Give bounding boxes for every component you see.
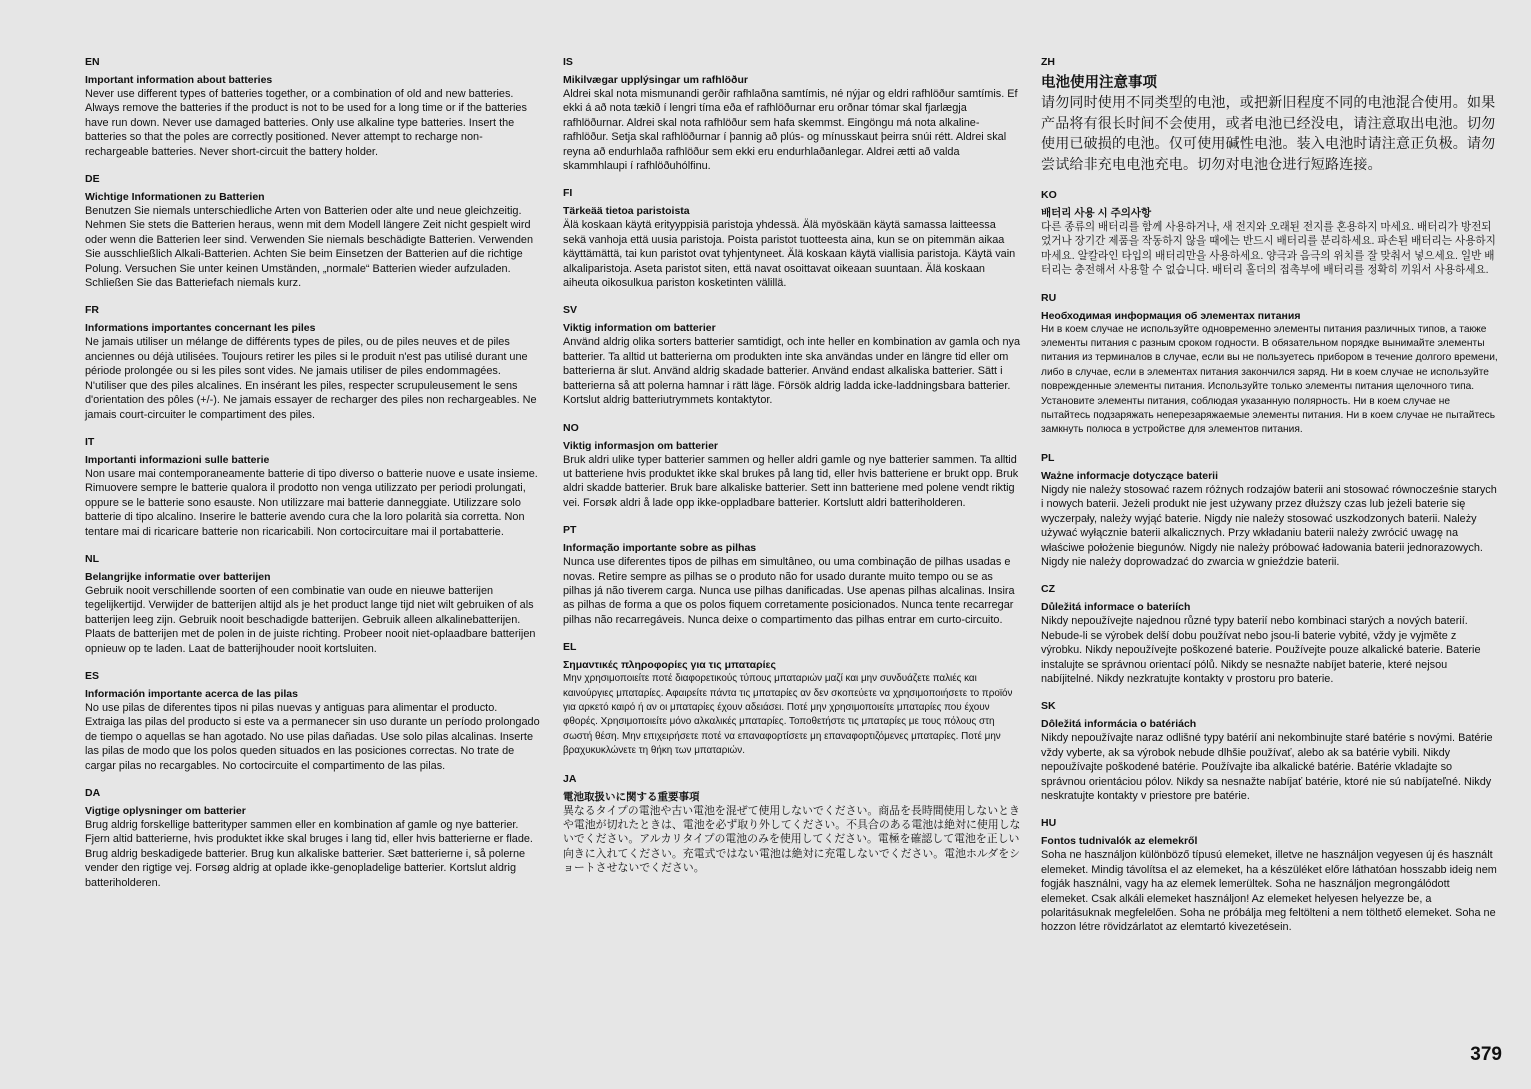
- section-fi: [563, 187, 1021, 290]
- language-code: KO: [1041, 189, 1057, 201]
- section-heading: Viktig informasjon om batterier: [563, 439, 719, 452]
- section-heading: Dôležitá informácia o batériách: [1041, 718, 1197, 731]
- language-code: SV: [563, 304, 578, 317]
- column-2: [563, 56, 1021, 890]
- section-body: Älä koskaan käytä erityyppisiä paristoja yhdessä. Älä myöskään käytä samassa laitteessa sekä vanhoja että uusia paristoja. Poista paristot tuotteesta aina, kun se on pitemmän aikaa käyttämättä, tai kun paristot ovat tyhjentyneet. Älä koskaan käytä viallisia paristoja. Käytä vain alkaliparistoja. Aseta paristot siten, että navat osoittavat oikeaan suuntaan. Älä koskaan aiheuta oikosulkua pariston kosketinten välillä.: [563, 219, 1016, 290]
- section-heading: Informations importantes concernant les piles: [85, 322, 316, 335]
- language-code: NO: [563, 421, 579, 434]
- section-heading: Vigtige oplysninger om batterier: [85, 805, 246, 817]
- section-heading: Importanti informazioni sulle batterie: [85, 453, 270, 466]
- section-body: Ни в коем случае не используйте одновременно элементы питания различных типов, а также элементы питания с разным сроком годности. В обязательном порядке вынимайте элементы питания из терминалов в случае, если вы не пользуетесь прибором в течение долгого времени, либо в случае, если в элементах питания закончился заряд. Ни в коем случае не используйте поврежденные элементы питания. Используйте только элементы питания щелочного типа. Установите элементы питания, соблюдая указанную полярность. Ни в коем случае не пытайтесь подзаряжать неперезаряжаемые элементы питания. Ни в коем случае не пытайтесь замкнуть полюса в устройстве для элементов питания.: [1041, 323, 1498, 436]
- section-heading: Viktig information om batterier: [563, 322, 716, 335]
- section-heading: Informação importante sobre as pilhas: [563, 542, 757, 555]
- section-heading: 電池取扱いに関する重要事項: [563, 790, 700, 803]
- section-body: 異なるタイプの電池や古い電池を混ぜて使用しないでください。商品を長時間使用しないときや電池が切れたときは、電池を必ず取り外してください。不具合のある電池は絶対に使用しないでください。アルカリタイプの電池のみを使用してください。電極を確認して電池を正しい向きに入れてください。充電式ではない電池は絶対に充電しないでください。電池ホルダをショートさせないでください。: [563, 804, 1021, 875]
- section-ko: [1041, 189, 1499, 278]
- section-body: 请勿同时使用不同类型的电池，或把新旧程度不同的电池混合使用。如果产品将有很长时间不会使用，或者电池已经没电，请注意取出电池。切勿使用已破损的电池。仅可使用碱性电池。装入电池时请注意正负极。请勿尝试给非充电电池充电。切勿对电池仓进行短路连接。: [1041, 95, 1496, 173]
- section-heading: Important information about batteries: [85, 74, 273, 86]
- section-heading: Ważne informacje dotyczące baterii: [1041, 469, 1218, 482]
- language-code: IS: [563, 56, 573, 68]
- section-body: 다른 종류의 배터리를 함께 사용하거나, 새 전지와 오래된 전지를 혼용하지 마세요. 배터리가 방전되었거나 장기간 제품을 작동하지 않을 때에는 반드시 배터리를 분리하세요. 파손된 배터리는 사용하지 마세요. 알칼라인 타입의 배터리만을 사용하세요. 양극과 음극의 위치를 잘 맞춰서 넣으세요. 일반 배터리는 충전해서 사용할 수 없습니다. 배터리 홀더의 접촉부에 배터리를 정확히 끼워서 사용하세요.: [1041, 221, 1496, 277]
- language-code: EN: [85, 56, 100, 68]
- language-code: JA: [563, 772, 577, 785]
- section-heading: Mikilvægar upplýsingar um rafhlöður: [563, 74, 748, 86]
- section-pl: [1041, 452, 1499, 569]
- section-heading: Необходимая информация об элементах питания: [1041, 309, 1301, 322]
- section-body: Μην χρησιμοποιείτε ποτέ διαφορετικούς τύπους μπαταριών μαζί και μην συνδυάζετε παλιές και καινούργιες μπαταρίες. Αφαιρείτε πάντα τις μπαταρίες αν δεν σκοπεύετε να χρησιμοποιήσετε το προϊόν για αρκετό καιρό ή αν οι μπαταρίες έχουν αδειάσει. Ποτέ μην χρησιμοποιείτε μπαταρίες που έχουν φθορές. Χρησιμοποιείτε μόνο αλκαλικές μπαταρίες. Τοποθετήστε τις μπαταρίες με τους πόλους στη σωστή θέση. Μην επιχειρήσετε ποτέ να επαναφορτίσετε μη επαναφορτιζόμενες μπαταρίες. Ποτέ μην βραχυκυκλώνετε τη θήκη των μπαταριών.: [563, 673, 1013, 757]
- section-body: Gebruik nooit verschillende soorten of een combinatie van oude en nieuwe batterijen tegelijkertijd. Verwijder de batterijen altijd als je het product lange tijd niet wilt gebruiken of als batterijen leeg zijn. Gebruik nooit beschadigde batterijen. Gebruik alleen alkalinebatterijen. Plaats de batterijen met de polen in de juiste richting. Probeer nooit niet-oplaadbare batterijen opnieuw op te laden. Laat de batterijhouder nooit kortsluiten.: [85, 584, 536, 655]
- language-code: CZ: [1041, 583, 1055, 596]
- section-cz: [1041, 583, 1499, 686]
- section-heading: 배터리 사용 시 주의사항: [1041, 207, 1152, 219]
- section-ja: [563, 773, 1021, 876]
- language-code: NL: [85, 552, 99, 565]
- section-hu: [1041, 817, 1499, 934]
- language-code: SK: [1041, 700, 1056, 713]
- section-body: Brug aldrig forskellige batterityper sammen eller en kombination af gamle og nye batterier. Fjern altid batterierne, hvis produktet ikke skal bruges i lang tid, eller hvis batterierne er flade. Brug aldrig beskadigede batterier. Brug kun alkaliske batterier. Sæt batterierne i, så polerne vender den rigtige vej. Forsøg aldrig at oplade ikke-genopladelige batterier. Kortslut aldrig batteriholderen.: [85, 819, 533, 889]
- language-code: PT: [563, 524, 577, 537]
- section-body: Använd aldrig olika sorters batterier samtidigt, och inte heller en kombination av gamla och nya batterier. Ta alltid ut batterierna om produkten inte ska användas under en längre tid eller om batterierna är slut. Använd aldrig skadade batterier. Använd endast alkaliska batterier. Sätt i batterierna så att polerna hamnar i rätt läge. Försök aldrig ladda icke-laddningsbara batterier. Kortslut aldrig batteriutrymmets kontaktytor.: [563, 336, 1021, 407]
- section-es: [85, 670, 540, 773]
- language-code: DE: [85, 173, 100, 186]
- section-no: [563, 422, 1021, 511]
- section-zh: [1041, 56, 1499, 175]
- section-en: [85, 56, 540, 159]
- section-heading: Información importante acerca de las pilas: [85, 687, 298, 700]
- section-pt: [563, 524, 1021, 627]
- section-heading: 电池使用注意事项: [1041, 75, 1157, 91]
- language-code: RU: [1041, 291, 1057, 304]
- section-body: Nikdy nepoužívejte najednou různé typy baterií nebo kombinaci starých a nových baterií. Nebude-li se výrobek delší dobu používat nebo jsou-li baterie vybité, vždy je vyjměte z výrobku. Nikdy nepoužívejte poškozené baterie. Používejte pouze alkalické baterie. Baterie instalujte se správnou orientací pólů. Nikdy se nesnažte nabíjet baterie, které nejsou nabíjitelné. Nikdy nezkratujte kontakty v prostoru pro baterie.: [1041, 615, 1481, 685]
- section-da: [85, 787, 540, 890]
- section-body: Non usare mai contemporaneamente batterie di tipo diverso o batterie nuove e usate insieme. Rimuovere sempre le batterie qualora il prodotto non venga utilizzato per periodi prolungati, oppure se le batterie sono esauste. Non utilizzare mai batterie danneggiate. Utilizzare solo batterie di tipo alcalino. Inserire le batterie avendo cura che la loro polarità sia corretta. Non tentare mai di ricaricare batterie non ricaricabili. Non cortocircuitare mai il portabatterie.: [85, 467, 538, 538]
- language-code: FR: [85, 304, 99, 317]
- section-body: No use pilas de diferentes tipos ni pilas nuevas y antiguas para alimentar el producto. Extraiga las pilas del producto si este va a permanecer sin uso durante un período prolongado de tiempo o aquellas se han agotado. No use pilas dañadas. Use solo pilas alcalinas. Inserte las pilas de modo que los polos queden situados en las posiciones correctas. No trate de cargar pilas no recargables. No cortocircuite el compartimento de las pilas.: [85, 701, 540, 772]
- section-nl: [85, 553, 540, 656]
- section-body: Nikdy nepoužívajte naraz odlišné typy batérií ani nekombinujte staré batérie s novými. Batérie vždy vyberte, ak sa výrobok nebude dlhšie používať, alebo ak sa batérie vybili. Nikdy nepoužívajte poškodené batérie. Používajte iba alkalické batérie. Batérie vkladajte so správnou orientáciou pólov. Nikdy sa nesnažte nabíjať batérie, ktoré nie sú nabíjateľné. Nikdy neskratujte kontakty v priestore pre batérie.: [1041, 732, 1493, 802]
- section-heading: Σημαντικές πληροφορίες για τις μπαταρίες: [563, 659, 776, 672]
- language-code: FI: [563, 187, 573, 200]
- language-code: PL: [1041, 451, 1055, 464]
- section-fr: [85, 304, 540, 421]
- section-el: [563, 641, 1021, 758]
- section-ru: [1041, 292, 1499, 438]
- language-code: IT: [85, 435, 95, 448]
- language-code: ZH: [1041, 56, 1055, 68]
- section-body: Bruk aldri ulike typer batterier sammen og heller aldri gamle og nye batterier sammen. Ta alltid ut batteriene hvis produktet ikke skal brukes på lang tid, eller hvis batteriene er brukt opp. Bruk aldri skadde batterier. Bruk bare alkaliske batterier. Sett inn batteriene med polene vendt riktig vei. Forsøk aldri å lade opp ikke-oppladbare batterier. Kortslutt aldri batteriholderen.: [563, 453, 1019, 509]
- column-3: [1041, 56, 1499, 949]
- section-body: Nigdy nie należy stosować razem różnych rodzajów baterii ani stosować równocześnie starych i nowych baterii. Jeżeli produkt nie jest używany przez dłuższy czas lub jeżeli baterie się wyczerpały, należy wyjąć baterie. Nigdy nie należy stosować uszkodzonych baterii. Należy używać wyłącznie baterii alkalicznych. Przy wkładaniu baterii należy zwrócić uwagę na właściwe położenie biegunów. Nigdy nie należy próbować ładowania baterii jednorazowych. Nigdy nie należy doprowadzać do zwarcia w gnieździe baterii.: [1041, 483, 1497, 568]
- language-code: EL: [563, 641, 577, 654]
- section-heading: Důležitá informace o bateriích: [1041, 601, 1191, 614]
- section-body: Aldrei skal nota mismunandi gerðir rafhlaðna samtímis, né nýjar og eldri rafhlöður samtímis. Ef ekki á að nota tækið í lengri tíma eða ef rafhlöðurnar eru orðnar tómar skal fjarlægja rafhlöðurnar. Aldrei skal nota rafhlöður sem hafa skemmst. Eingöngu má nota alkaline-rafhlöður. Setja skal rafhlöðurnar í þannig að plús- og mínusskaut þeirra snúi rétt. Aldrei skal reyna að endurhlaða rafhlöður sem ekki eru endurhlaðanlegar. Aldrei ætti að valda skammhlaupi í rafhlöðuhólfinu.: [563, 88, 1018, 173]
- section-de: [85, 173, 540, 290]
- section-sv: [563, 304, 1021, 407]
- section-heading: Fontos tudnivalók az elemekről: [1041, 835, 1198, 848]
- section-body: Never use different types of batteries together, or a combination of old and new batteries. Always remove the batteries if the product is not to be used for a long time or if the batteries have run down. Never use damaged batteries. Only use alkaline type batteries. Insert the batteries so that the poles are correctly positioned. Never attempt to recharge non-rechargeable batteries. Never short-circuit the battery holder.: [85, 88, 527, 158]
- page-number: 379: [1470, 1044, 1502, 1065]
- section-heading: Belangrijke informatie over batterijen: [85, 570, 271, 583]
- section-body: Ne jamais utiliser un mélange de différents types de piles, ou de piles neuves et de piles anciennes ou déjà utilisées. Toujours retirer les piles si le produit n'est pas utilisé durant une période prolongée ou si les piles sont vides. Ne jamais utiliser de piles endommagées. N'utiliser que des piles alcalines. En insérant les piles, respecter scrupuleusement le sens d'orientation des pôles (+/-). Ne jamais essayer de recharger des piles non rechargeables. Ne jamais court-circuiter le compartiment des piles.: [85, 336, 537, 421]
- section-body: Soha ne használjon különböző típusú elemeket, illetve ne használjon vegyesen új és használt elemeket. Mindig távolítsa el az elemeket, ha a készüléket előre láthatóan hosszabb ideig nem fogják használni, vagy ha az elemek lemerültek. Soha ne használjon megrongálódott elemeket. Csak alkáli elemeket használjon! Az elemeket helyesen helyezze be, a polaritásuknak megfelelően. Soha ne próbálja meg feltölteni a nem tölthető elemeket. Soha ne hozzon létre rövidzárlatot az elemtartó kivezetésein.: [1041, 849, 1497, 934]
- section-sk: [1041, 700, 1499, 803]
- language-code: HU: [1041, 817, 1057, 830]
- section-it: [85, 436, 540, 539]
- column-1: [85, 56, 540, 904]
- section-heading: Tärkeää tietoa paristoista: [563, 205, 690, 218]
- section-body: Benutzen Sie niemals unterschiedliche Arten von Batterien oder alte und neue gleichzeitig. Nehmen Sie stets die Batterien heraus, wenn mit dem Modell längere Zeit nicht gespielt wird oder wenn die Batterien leer sind. Verwenden Sie niemals beschädigte Batterien. Verwenden Sie ausschließlich Alkali-Batterien. Achten Sie beim Einsetzen der Batterien auf die richtige Polung. Versuchen Sie unter keinen Umständen, „normale“ Batterien wieder aufzuladen. Schließen Sie das Batteriefach niemals kurz.: [85, 205, 534, 290]
- language-code: DA: [85, 787, 101, 799]
- section-heading: Wichtige Informationen zu Batterien: [85, 191, 265, 204]
- section-is: [563, 56, 1021, 173]
- section-body: Nunca use diferentes tipos de pilhas em simultâneo, ou uma combinação de pilhas usadas e novas. Retire sempre as pilhas se o produto não for usado durante muito tempo ou se as pilhas já não tiverem carga. Nunca use pilhas danificadas. Use apenas pilhas alcalinas. Insira as pilhas de forma a que os polos fiquem corretamente posicionados. Nunca tente recarregar pilhas não recarregáveis. Nunca deixe o compartimento das pilhas entrar em curto-circuito.: [563, 556, 1015, 626]
- language-code: ES: [85, 669, 100, 682]
